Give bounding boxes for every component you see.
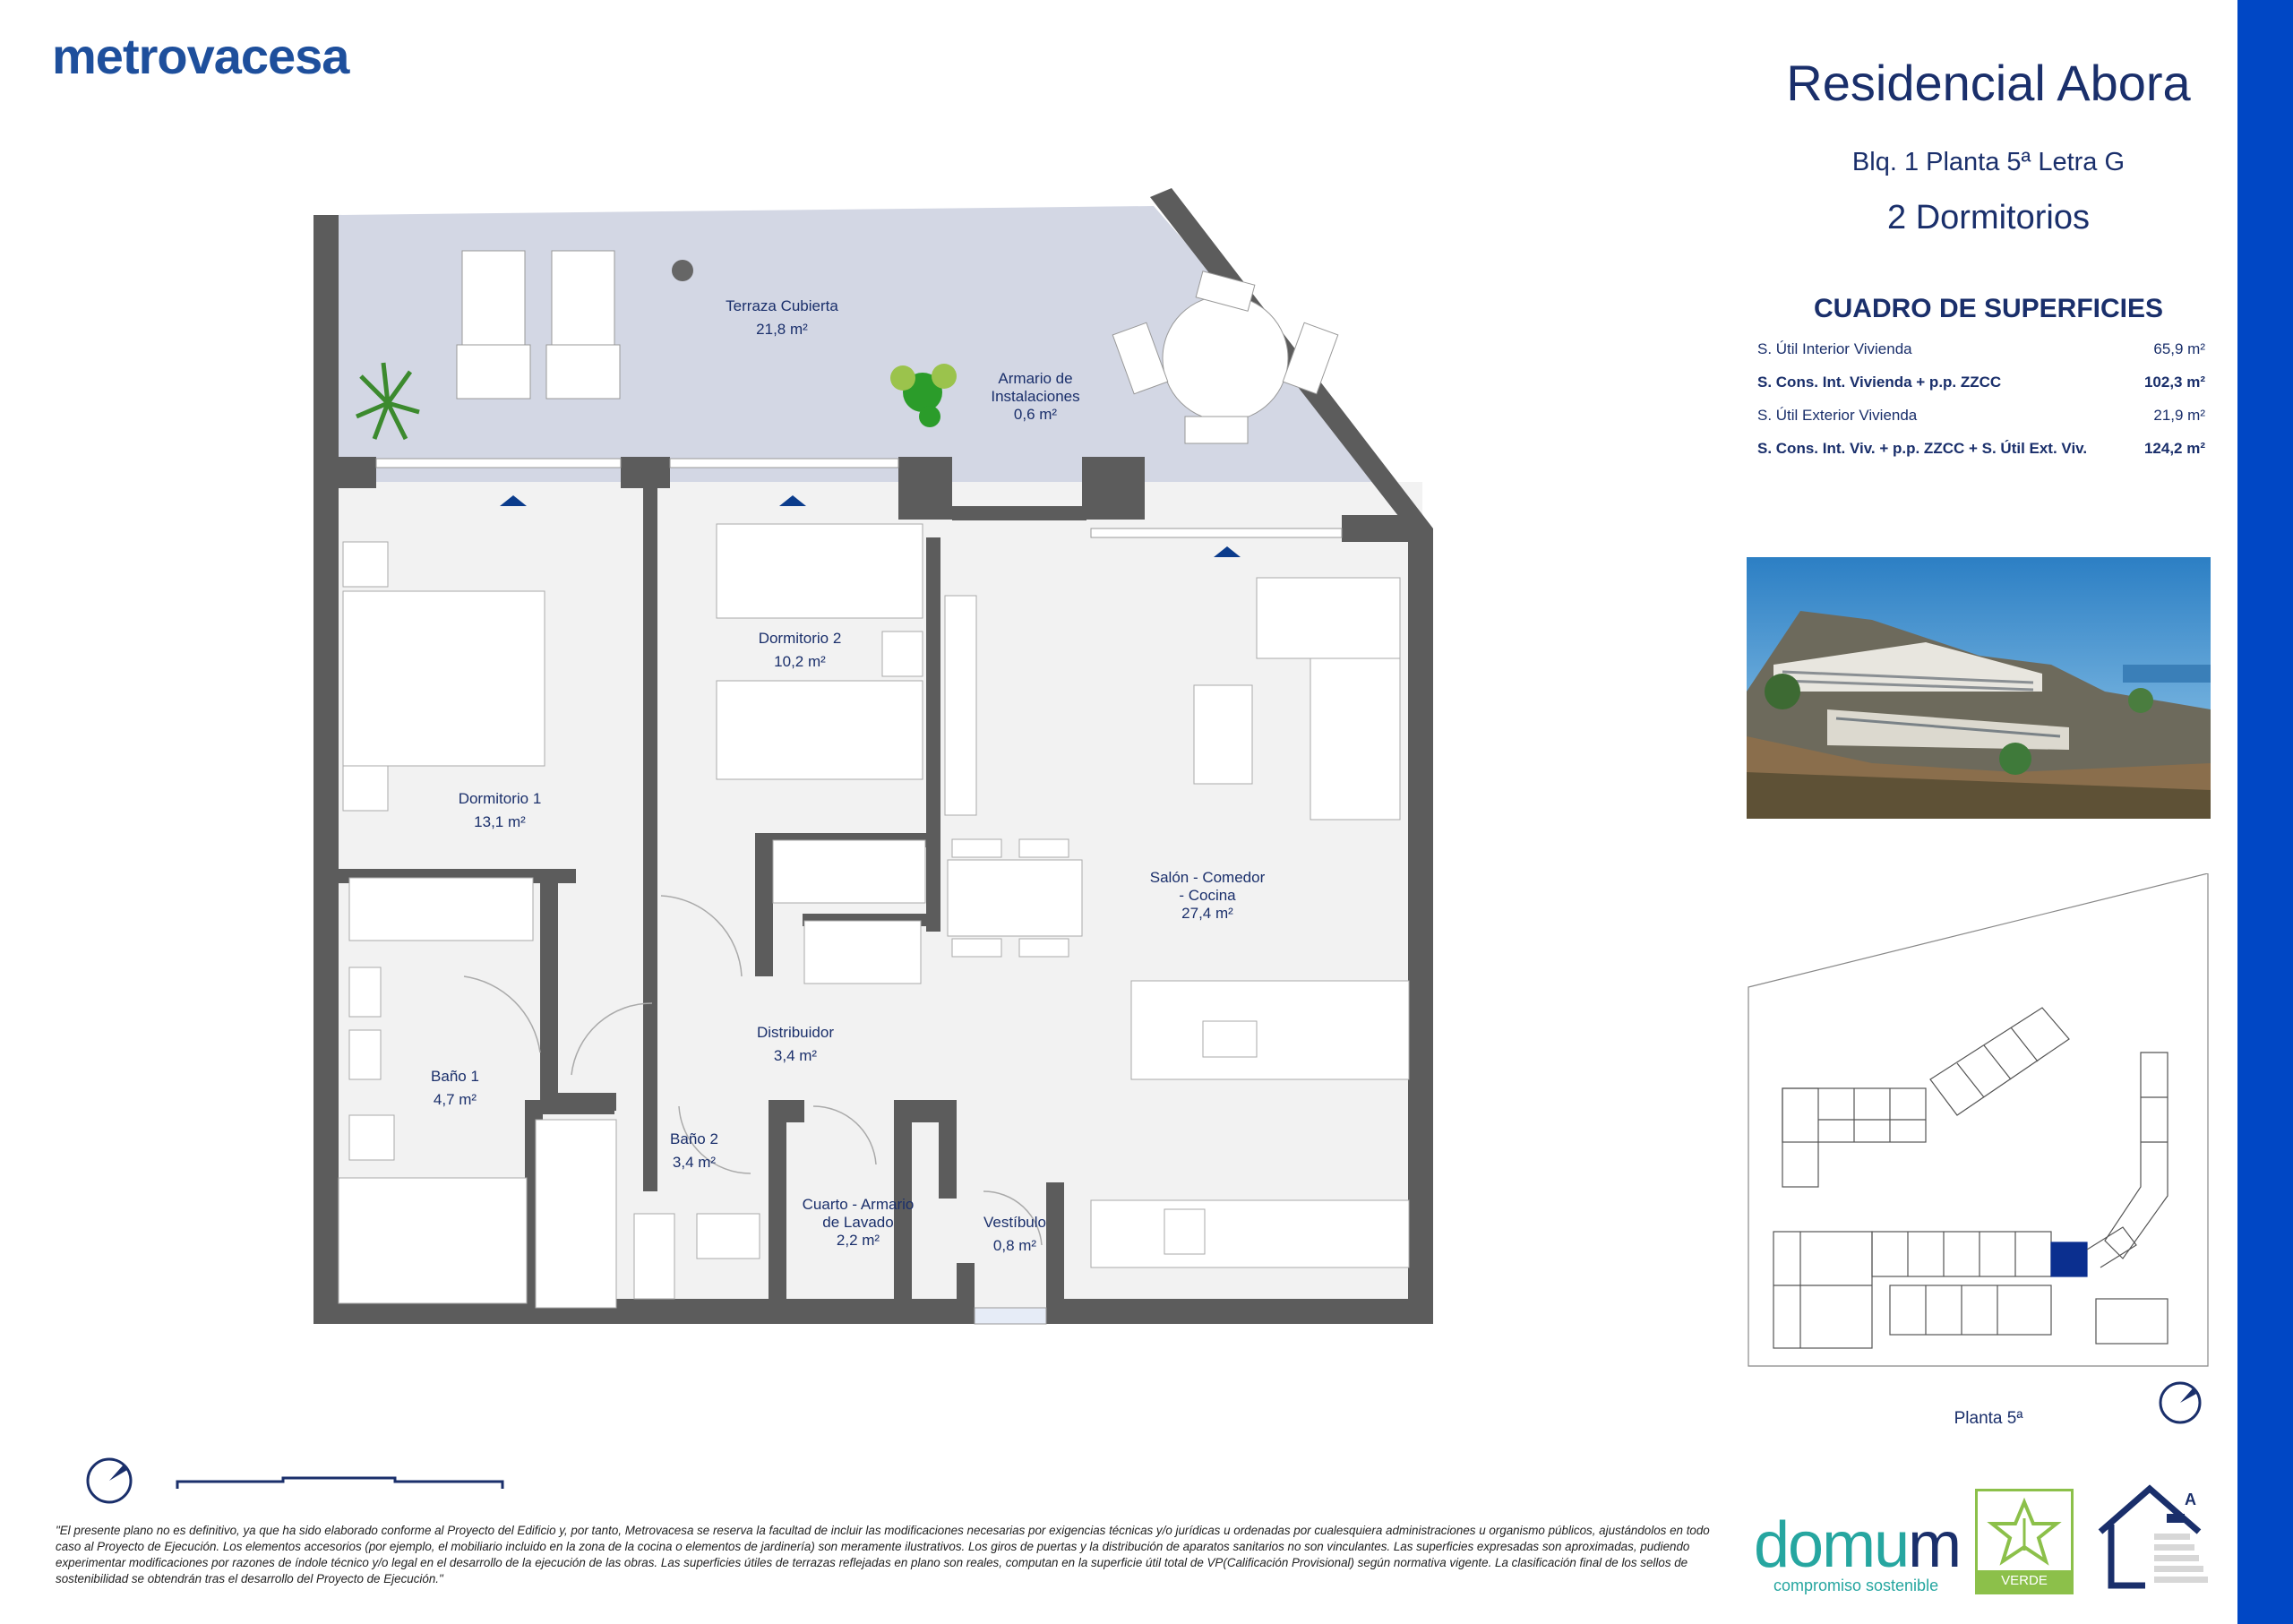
vestibulo-label: Vestíbulo 0,8 m² [983,1214,1046,1254]
unit-subtitle: Blq. 1 Planta 5ª Letra G [1851,148,2126,176]
compass-icon [84,1456,134,1506]
scale-bar [176,1471,507,1492]
site-compass-icon [2157,1379,2203,1426]
armario-instalaciones-label: Armario de Instalaciones 0,6 m² [991,370,1080,423]
floor-plan [312,188,1433,1330]
bano-1-label: Baño 1 4,7 m² [431,1068,479,1108]
salon-label: Salón - Comedor - Cocina 27,4 m² [1149,869,1266,922]
surface-row: S. Útil Exterior Vivienda 21,9 m² [1757,407,2205,424]
brand-logo: metrovacesa [52,28,349,84]
distribuidor-label: Distribuidor 3,4 m² [757,1024,834,1064]
lavado-label: Cuarto - Armario de Lavado 2,2 m² [802,1196,915,1249]
surfaces-table [1757,340,2205,473]
surfaces-table-title: CUADRO DE SUPERFICIES [1813,294,2164,323]
bano-2-label: Baño 2 3,4 m² [670,1130,718,1171]
dormitorio-2-label: Dormitorio 2 10,2 m² [758,630,842,670]
surface-row: S. Cons. Int. Viv. + p.p. ZZCC + S. Útil Ext. Viv. 124,2 m² [1757,440,2205,457]
site-plan-label: Planta 5ª [1954,1409,2023,1428]
dormitorio-1-label: Dormitorio 1 13,1 m² [458,790,542,830]
legal-disclaimer: "El presente plano no es definitivo, ya que ha sido elaborado conforme al Proyecto del Edificio y, por tanto, Metrovacesa se reserva la facultad de incluir las modificaciones necesarias por exigencias técnicas y/o jurídicas u ordenadas por cualesquiera administraciones u organismo públicos, ajustándolos en todo caso al Proyecto de Ejecución. Los elementos accesorios (por ejemplo, el mobiliario incluido en la zona de la cocina o elementos de jardinería) son meramente ilustrativos. Los giros de puertas y la distribución de aparatos sanitarios no son vinculantes. Las superficies expresadas son aproximadas, pudiendo experimentar modificaciones por razones de índole técnico y/o legal en el desarrollo de la ejecución de las obras. Las superficies útiles de terrazas reflejadas en plano son reales, computan en la superficie útil total de VP(Calificación Provisional) según normativa vigente. La clasificación final de los sellos de sostenibilidad se obtendrán tras el desarrollo del Proyecto de Ejecución." [56,1524,1710,1585]
surface-row: S. Útil Interior Vivienda 65,9 m² [1757,340,2205,357]
energy-rating-icon [2091,1478,2208,1594]
side-accent-strip [2237,0,2293,1624]
page-title: Residencial Abora [1786,55,2191,111]
domum-logo: domum compromiso sostenible [1754,1509,1961,1594]
energy-class-label: A [2185,1491,2196,1508]
site-plan [1747,873,2212,1371]
surface-row: S. Cons. Int. Vivienda + p.p. ZZCC 102,3 m² [1757,374,2205,391]
building-photo [1747,557,2211,819]
verde-seal: VERDE [1975,1489,2074,1594]
terraza-label: Terraza Cubierta 21,8 m² [726,297,838,338]
bedrooms-label: 2 Dormitorios [1887,199,2090,236]
leaf-icon [1978,1491,2071,1572]
